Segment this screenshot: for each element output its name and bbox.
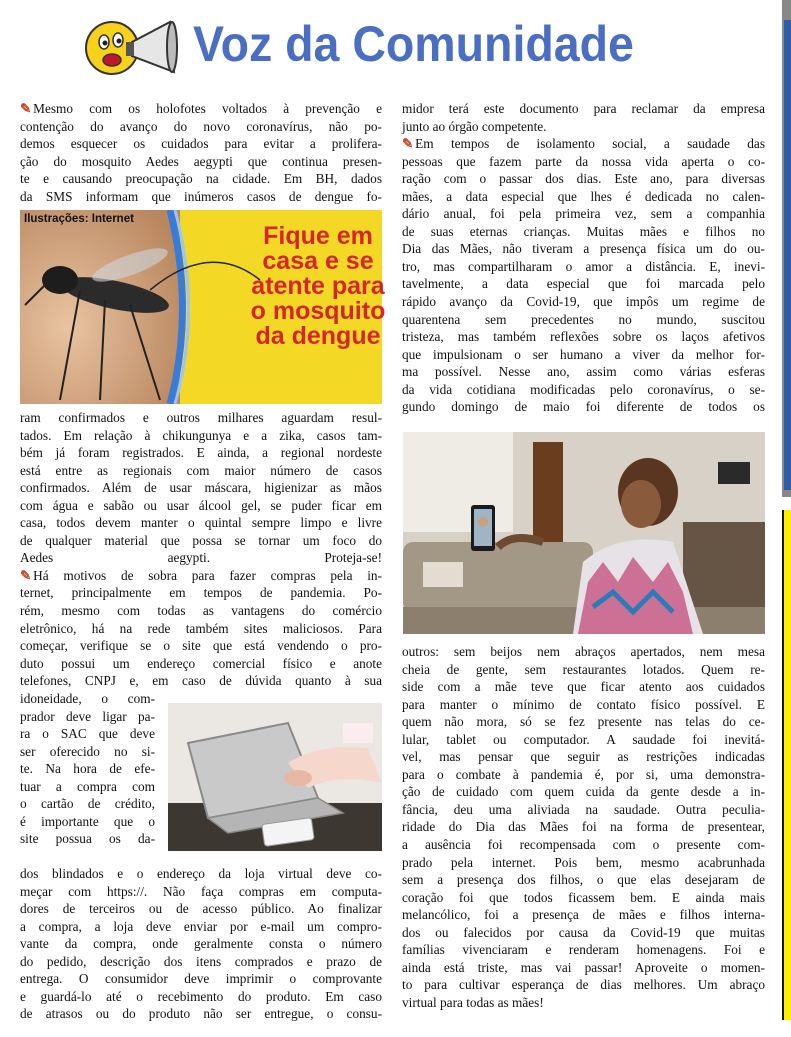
text-line: de qualquer material que possa se tornar um foco do xyxy=(20,532,382,548)
text-line: Dia das Mães, não tiveram a presença física um do ou- xyxy=(402,241,765,257)
text-line: side com a mãe teve que ficar atento aos cuidados xyxy=(402,679,765,695)
text-line: do pedido, descrição dos itens comprados e prazo de xyxy=(20,953,382,969)
text-line: da SMS informam que inúmeros casos de dengue fo- xyxy=(20,188,382,204)
text-line: a compra, a loja deve enviar por e-mail um compro- xyxy=(20,918,382,934)
text-line: começar, verifique se o site que está vendendo o pro- xyxy=(20,638,382,654)
text-line: eletrônico, há na rede também sites maliciosos. Para xyxy=(20,620,382,636)
text-line: cheia de gente, sem restaurantes lotados. Quem re- xyxy=(402,661,765,677)
text-line: entrega. O consumidor deve imprimir o comprovante xyxy=(20,971,382,987)
laptop-shopping-photo xyxy=(168,703,382,851)
caption-line: Fique em xyxy=(263,222,373,250)
pen-icon: ✎ xyxy=(402,136,414,152)
text-line: e guardá-lo até o recebimento do produto. Em caso xyxy=(20,988,382,1004)
text-line: ração com o passar dos dias. Este ano, para diversas xyxy=(402,171,765,187)
text-line: tuar a compra com xyxy=(20,778,155,794)
text-line: dário anual, foi pela primeira vez, sem a companhia xyxy=(402,206,765,222)
text-line: ridade do Dia das Mães foi na forma de presentear, xyxy=(402,819,765,835)
text-line: da vida cotidiana modificadas pelo coronavírus, o se- xyxy=(402,381,765,397)
text-line: meçar com https://. Não faça compras em computa- xyxy=(20,883,382,899)
text-line: idoneidade, o com- xyxy=(20,691,155,706)
text-line: virtual para todas as mães! xyxy=(402,994,544,1010)
text-line: ✎ Em tempos de isolamento social, a saudade das xyxy=(402,136,765,152)
text-line: rém, mesmo com todas as vantagens do comércio xyxy=(20,603,382,619)
col1-top-text xyxy=(20,100,382,205)
illustration-credit: Ilustrações: Internet xyxy=(24,213,134,225)
text-line: dos blindados e o endereço da loja virtual deve co- xyxy=(20,866,382,881)
text-line: ção do mosquito Aedes aegypti que continua presen- xyxy=(20,153,382,169)
text-line: é importante que o xyxy=(20,813,155,829)
text-line: confirmados. Além de usar máscara, higienizar as mãos xyxy=(20,480,382,496)
text-line: está entre as regionais com maior número de casos xyxy=(20,462,382,478)
text-line: te. Na hora de efe- xyxy=(20,761,155,777)
text-line: ção de cuidado com quem cuida da gente desde a in- xyxy=(402,784,765,800)
col2-top-text xyxy=(402,100,765,416)
caption-line: casa e se xyxy=(262,247,374,275)
text-line: dores de terceiros ou de acesso público. Ao finalizar xyxy=(20,901,382,917)
text-line: prado pela internet. Pois bem, mesmo acabrunhada xyxy=(402,854,765,870)
text-line: midor terá este documento para reclamar da empresa xyxy=(402,101,765,116)
col1-mid-text xyxy=(20,409,382,690)
text-line: para manter o mínimo de contato físico possível. E xyxy=(402,696,765,712)
text-line: famílias vivenciaram e renderam homenagens. Foi e xyxy=(402,942,765,958)
text-line: dos ou falecidos por causa da Covid-19 que muitas xyxy=(402,924,765,940)
text-line: rápido avanço da Covid-19, que impôs um regime de xyxy=(402,294,765,310)
page-title: Voz da Comunidade xyxy=(193,16,634,72)
text-line: site possua os da- xyxy=(20,831,155,847)
text-line: de suas eternas crianças. Muitas mães e filhos no xyxy=(402,223,765,239)
text-line: melancólico, foi a presença de mães e filhos interna- xyxy=(402,907,765,923)
col1-narrow-text xyxy=(20,690,155,848)
text-line: ma possível. Nesse ano, assim como várias esferas xyxy=(402,364,765,380)
text-line: vante da compra, onde geralmente consta o número xyxy=(20,936,382,952)
mother-video-call-photo xyxy=(403,432,765,634)
mascot-megaphone-icon xyxy=(82,12,182,82)
text-line: ser oferecido no si- xyxy=(20,743,155,759)
text-line: demos esquecer os cuidados para evitar a prolifera- xyxy=(20,136,382,152)
text-line: ternet, principalmente em tempos de pandemia. Po- xyxy=(20,585,382,601)
text-line: quem não mora, só se fez presente nas telas do ce- xyxy=(402,714,765,730)
text-line: bém já foram registrados. E ainda, a regional nordeste xyxy=(20,445,382,461)
text-line: com água e sabão ou usar álcool gel, se puder ficar em xyxy=(20,497,382,513)
pen-icon: ✎ xyxy=(20,567,32,583)
text-line: ram confirmados e outros milhares aguardam resul- xyxy=(20,410,382,425)
pen-icon: ✎ xyxy=(20,101,32,116)
text-line: para o combate à pandemia é, por si, uma demonstra- xyxy=(402,766,765,782)
col2-bottom-text xyxy=(402,643,765,1011)
text-line: ✎ Mesmo com os holofotes voltados à prevenção e xyxy=(20,101,382,116)
text-line: tro, mas compartilharam o amor a distância. E, inevi- xyxy=(402,258,765,274)
text-line: to para cultivar esperança de dias melhores. Um abraço xyxy=(402,977,765,993)
text-line: vel, mas pensar que seguir as restrições indicadas xyxy=(402,749,765,765)
text-line: quarentena sem precedentes no mundo, suscitou xyxy=(402,311,765,327)
text-line: tristeza, mas também reflexões sobre os laços afetivos xyxy=(402,329,765,345)
side-panel-blue xyxy=(784,20,791,490)
text-line: ✎ Há motivos de sobra para fazer compras pela in- xyxy=(20,567,382,583)
text-line: tavelmente, a data especial que foi marcada pelo xyxy=(402,276,765,292)
text-line: gundo domingo de maio foi diferente de todos os xyxy=(402,399,765,415)
text-line: coração foi que todos ficassem bem. E ainda mais xyxy=(402,889,765,905)
text-line: pessoas que fazem parte da nossa vida aperta o co- xyxy=(402,153,765,169)
text-line: fância, deu uma aliviada na saudade. Outra peculia- xyxy=(402,801,765,817)
text-line: duto possui um endereço comercial físico e anote xyxy=(20,655,382,671)
col1-bottom-text xyxy=(20,865,382,1023)
text-line: telefones, CNPJ e, em caso de dúvida quanto à sua xyxy=(20,673,382,689)
text-line: outros: sem beijos nem abraços apertados, nem mesa xyxy=(402,644,765,659)
text-line: tados. Em relação à chikungunya e a zika, casos tam- xyxy=(20,427,382,443)
caption-line: da dengue xyxy=(255,322,381,350)
text-line: lular, tablet ou computador. A saudade foi inevitá- xyxy=(402,731,765,747)
text-line: que impulsionam o ser humano a viver da melhor for- xyxy=(402,346,765,362)
text-line: mães, a data especial que lhes é dedicada no calen- xyxy=(402,188,765,204)
caption-line: o mosquito xyxy=(250,297,386,325)
text-line: o cartão de crédito, xyxy=(20,796,155,812)
text-line: te e causando preocupação na cidade. Em BH, dados xyxy=(20,171,382,187)
text-line: casa, todos devem manter o quintal sempre limpo e livre xyxy=(20,515,382,531)
text-line: a ausência foi recompensada com o presente com- xyxy=(402,837,765,853)
text-line: sem a presença dos filhos, o que elas desejaram de xyxy=(402,872,765,888)
text-line: ainda está triste, mas vai passar! Aproveite o momen- xyxy=(402,959,765,975)
dengue-caption xyxy=(248,224,388,349)
text-line: junto ao órgão competente. xyxy=(402,118,547,134)
text-line: prador deve ligar pa- xyxy=(20,708,155,724)
text-line: Aedes aegypti. Proteja-se! xyxy=(20,550,382,566)
text-line: contenção do avanço do novo coronavírus, não po- xyxy=(20,118,382,134)
text-line: de atrasos ou do produto não ser entregue, o consu- xyxy=(20,1006,382,1022)
text-line: ra o SAC que deve xyxy=(20,726,155,742)
caption-line: atente para xyxy=(251,272,385,300)
side-panel-yellow xyxy=(782,510,791,1020)
